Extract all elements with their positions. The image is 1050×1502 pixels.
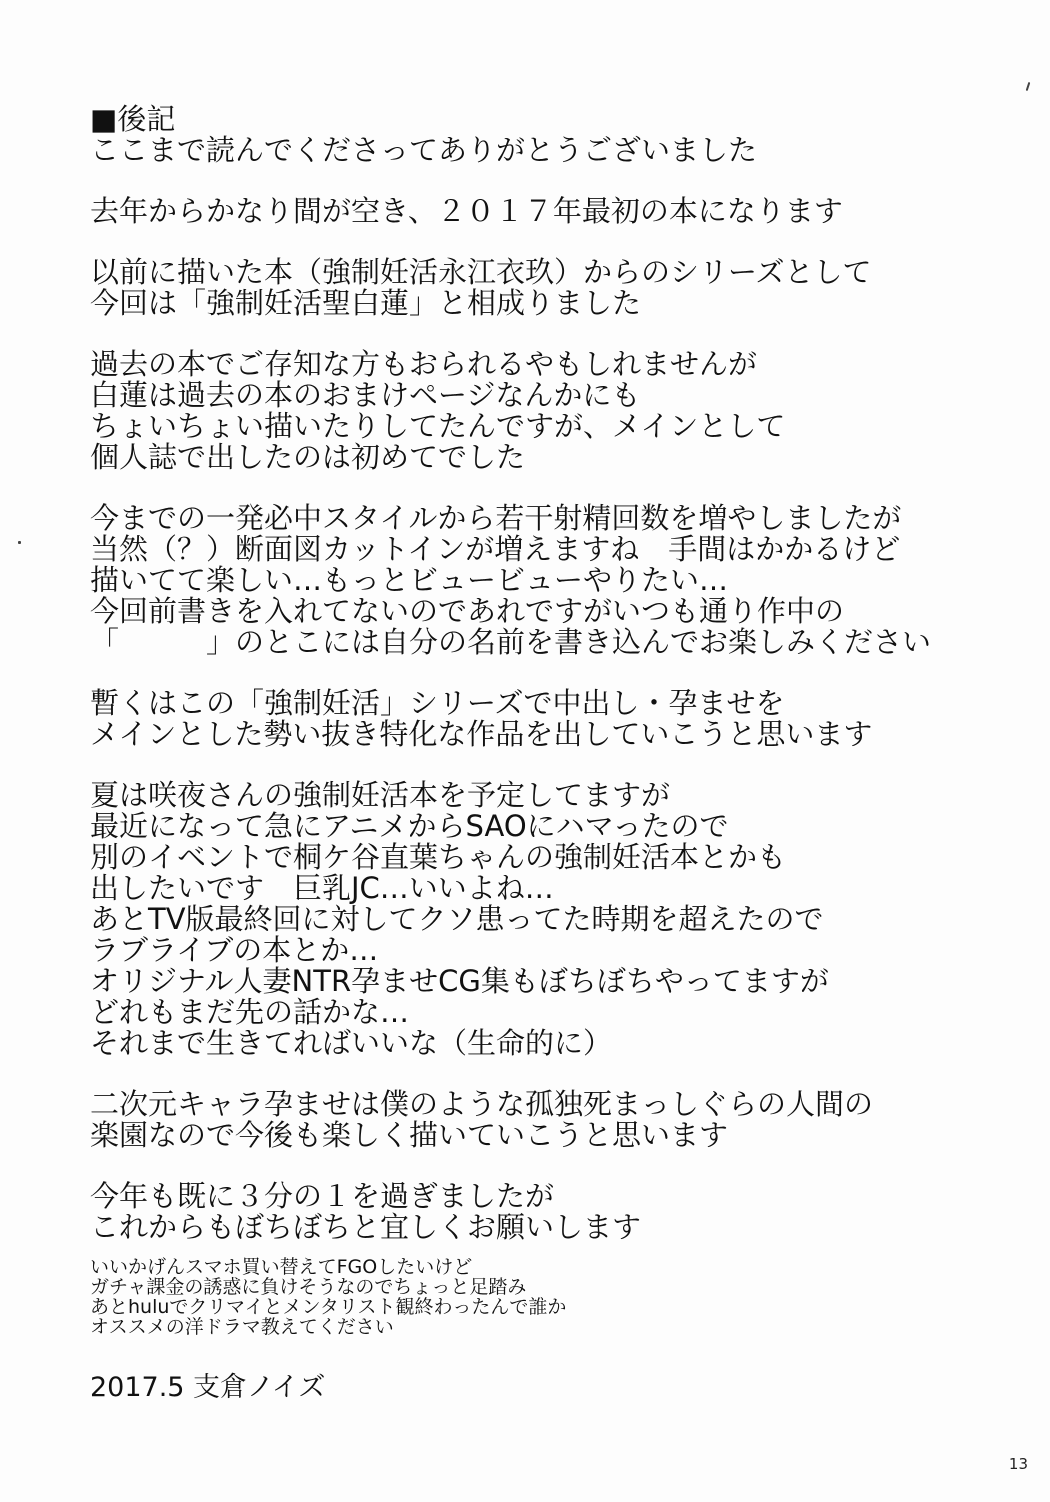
text-line: 出したいです 巨乳JC…いいよね… bbox=[90, 871, 554, 905]
paragraph-gap bbox=[90, 166, 990, 196]
text-line: 楽園なので今後も楽しく描いていこうと思います bbox=[90, 1118, 729, 1152]
text-line: 個人誌で出したのは初めてでした bbox=[90, 440, 526, 474]
text-line: 「 」のとこには自分の名前を書き込んでお楽しみください bbox=[90, 625, 932, 659]
paragraph-gap bbox=[90, 319, 990, 349]
text-line: 最近になって急にアニメからSAOにハマったので bbox=[90, 809, 729, 843]
text-line: 以前に描いた本（強制妊活永江衣玖）からのシリーズとして bbox=[90, 255, 872, 289]
text-line: 白蓮は過去の本のおまけページなんかにも bbox=[90, 378, 641, 412]
scan-speck bbox=[18, 541, 21, 544]
scan-speck bbox=[1026, 82, 1031, 91]
text-line: 二次元キャラ孕ませは僕のような孤独死まっしぐらの人間の bbox=[90, 1087, 874, 1121]
text-line: ちょいちょい描いたりしてたんですが、メインとして bbox=[90, 409, 786, 443]
text-line: 今回は「強制妊活聖白蓮」と相成りました bbox=[90, 286, 642, 320]
postscript bbox=[90, 1257, 990, 1337]
text-line: メインとした勢い抜き特化な作品を出していこうと思います bbox=[90, 717, 873, 751]
text-line: 描いてて楽しい…もっとビュービューやりたい… bbox=[90, 563, 729, 597]
text-line: 夏は咲夜さんの強制妊活本を予定してますが bbox=[90, 778, 671, 812]
postscript-line: オススメの洋ドラマ教えてください bbox=[90, 1316, 394, 1338]
postscript-line: ガチャ課金の誘惑に負けそうなのでちょっと足踏み bbox=[90, 1276, 527, 1298]
text-line: 当然（？）断面図カットインが増えますね 手間はかかるけど bbox=[90, 532, 901, 566]
text-line: 別のイベントで桐ケ谷直葉ちゃんの強制妊活本とかも bbox=[90, 840, 787, 874]
text-line: どれもまだ先の話かな… bbox=[90, 995, 410, 1029]
postscript-line: あとhuluでクリマイとメンタリスト観終わったんで誰か bbox=[90, 1296, 567, 1318]
afterword-heading: ■後記 bbox=[90, 102, 176, 136]
text-line: オリジナル人妻NTR孕ませCG集もぼちぼちやってますが bbox=[90, 964, 829, 998]
afterword-text bbox=[90, 104, 990, 1403]
paragraph-gap bbox=[90, 1151, 990, 1181]
paragraph-gap bbox=[90, 750, 990, 780]
text-line: 今までの一発必中スタイルから若干射精回数を増やしましたが bbox=[90, 501, 902, 535]
afterword-paragraphs bbox=[90, 135, 990, 1243]
paragraph-gap bbox=[90, 227, 990, 257]
text-line: あとTV版最終回に対してクソ患ってた時期を超えたので bbox=[90, 902, 824, 936]
text-line: これからもぼちぼちと宜しくお願いします bbox=[90, 1210, 642, 1244]
text-line: ここまで読んでくださってありがとうございました bbox=[90, 133, 758, 167]
text-line: 去年からかなり間が空き、２０１７年最初の本になります bbox=[90, 194, 843, 228]
paragraph-gap bbox=[90, 1059, 990, 1089]
paragraph-gap bbox=[90, 658, 990, 688]
postscript-line: いいかげんスマホ買い替えてFGOしたいけど bbox=[90, 1256, 473, 1278]
page-number: 13 bbox=[1008, 1455, 1028, 1473]
text-line: 今回前書きを入れてないのであれですがいつも通り作中の bbox=[90, 594, 845, 628]
text-line: それまで生きてればいいな（生命的に） bbox=[90, 1026, 613, 1060]
paragraph-gap bbox=[90, 473, 990, 503]
text-line: 過去の本でご存知な方もおられるやもしれませんが bbox=[90, 347, 758, 381]
signature: 2017.5 支倉ノイズ bbox=[90, 1372, 326, 1403]
text-line: 暫くはこの「強制妊活」シリーズで中出し・孕ませを bbox=[90, 686, 785, 720]
text-line: 今年も既に３分の１を過ぎましたが bbox=[90, 1179, 555, 1213]
text-line: ラブライブの本とか… bbox=[90, 933, 379, 967]
